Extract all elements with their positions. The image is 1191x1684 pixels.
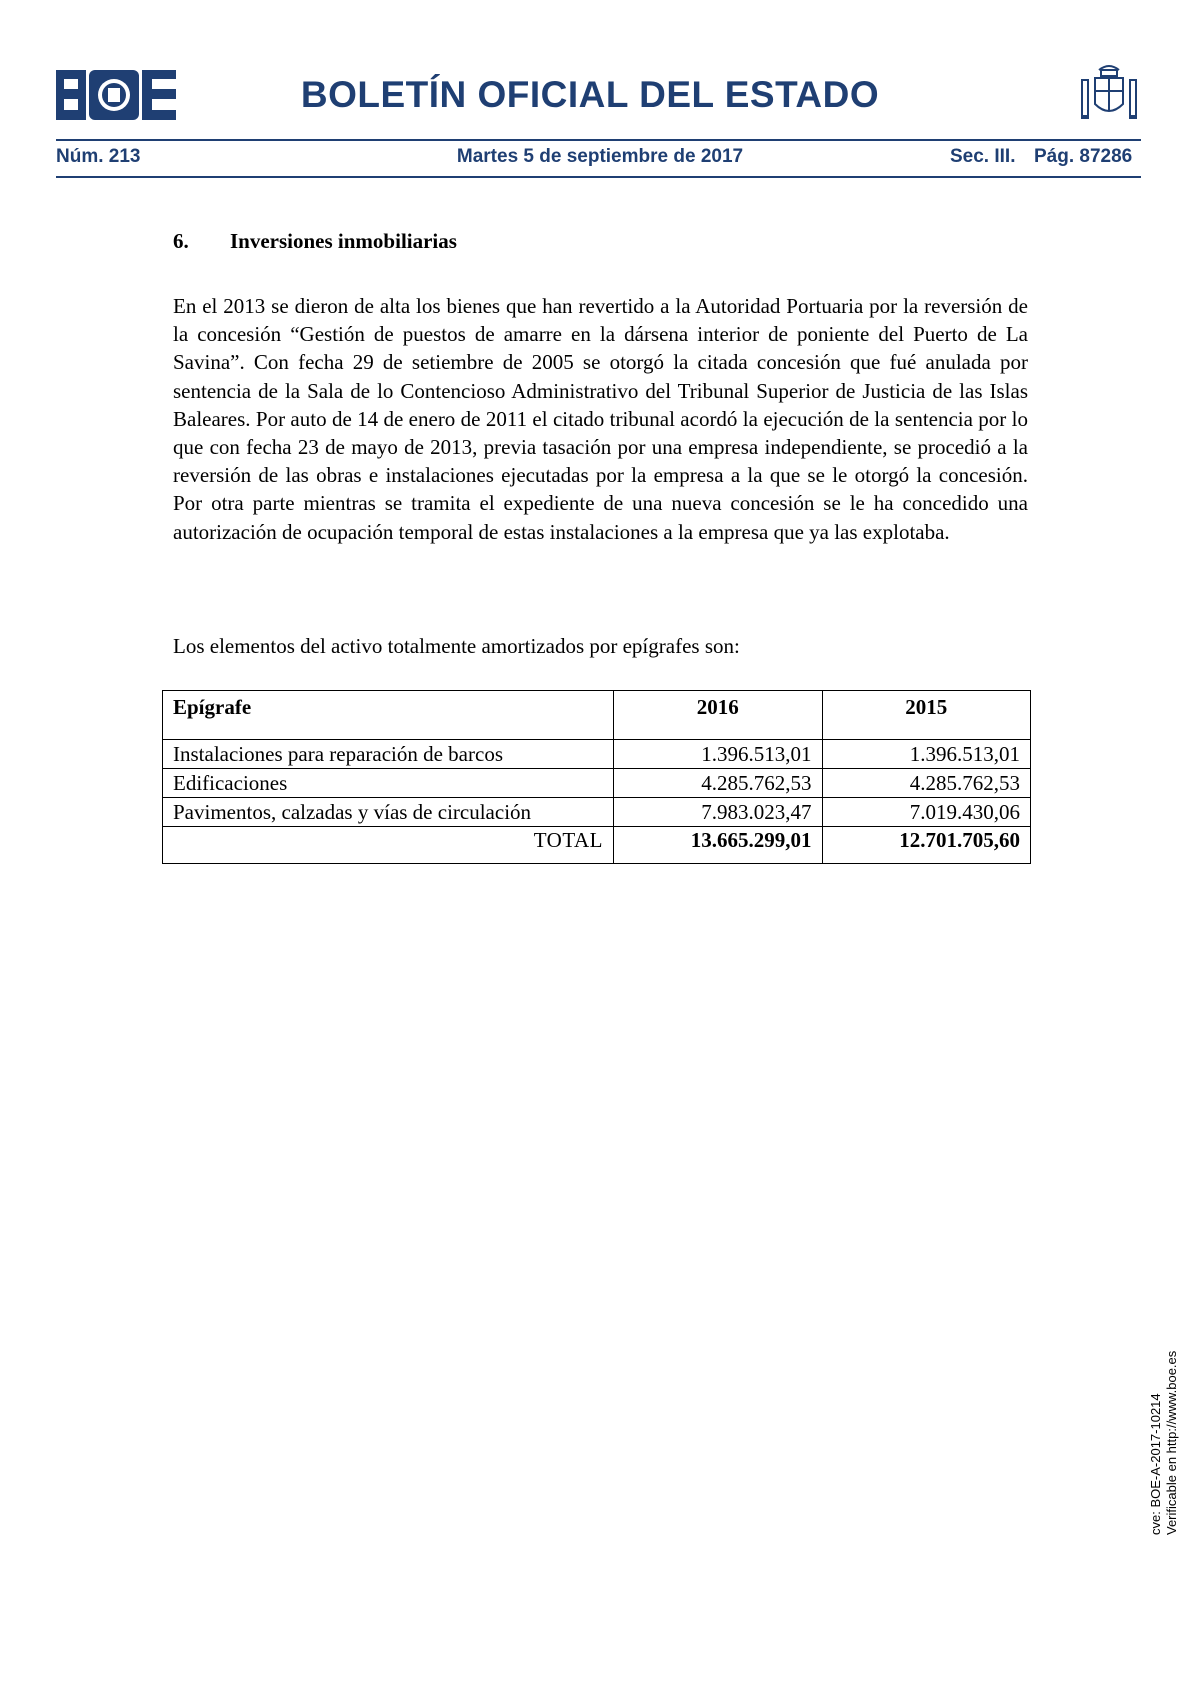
row-label: Edificaciones bbox=[163, 769, 614, 798]
row-label: Pavimentos, calzadas y vías de circulación bbox=[163, 798, 614, 827]
page-number: Pág. 87286 bbox=[1034, 146, 1133, 167]
total-2015: 12.701.705,60 bbox=[822, 827, 1031, 864]
value-2016: 4.285.762,53 bbox=[614, 769, 823, 798]
section-heading bbox=[173, 229, 457, 254]
table-intro: Los elementos del activo totalmente amortizados por epígrafes son: bbox=[173, 634, 740, 658]
coat-of-arms-icon bbox=[1077, 60, 1141, 128]
value-2015: 4.285.762,53 bbox=[822, 769, 1031, 798]
value-2015: 1.396.513,01 bbox=[822, 740, 1031, 769]
amortized-assets-table bbox=[162, 690, 1031, 864]
table-header-row bbox=[163, 691, 1031, 740]
verification-stamp bbox=[1148, 1351, 1180, 1535]
header-epigrafe: Epígrafe bbox=[163, 691, 614, 740]
table-total-row bbox=[163, 827, 1031, 864]
value-2016: 7.983.023,47 bbox=[614, 798, 823, 827]
total-2016: 13.665.299,01 bbox=[614, 827, 823, 864]
header-2015: 2015 bbox=[822, 691, 1031, 740]
table-row bbox=[163, 769, 1031, 798]
value-2016: 1.396.513,01 bbox=[614, 740, 823, 769]
table-row bbox=[163, 740, 1031, 769]
verification-url: Verificable en http://www.boe.es bbox=[1164, 1350, 1179, 1535]
header-rule-top bbox=[56, 139, 1141, 141]
row-label: Instalaciones para reparación de barcos bbox=[163, 740, 614, 769]
section-label: Sec. III. bbox=[950, 146, 1016, 167]
boe-logo bbox=[56, 70, 176, 120]
total-label: TOTAL bbox=[163, 827, 614, 864]
body-paragraph: En el 2013 se dieron de alta los bienes que han revertido a la Autoridad Portuaria por la reversión de la concesión “Gestión de puestos de amarre en la dársena interior de poniente del Puerto de La Savina”. Con fecha 29 de setiembre de 2005 se otorgó la citada concesión que fué anulada por sentencia de la Sala de lo Contencioso Administrativo del Tribunal Superior de Justicia de las Islas Baleares. Por auto de 14 de enero de 2011 el citado tribunal acordó la ejecución de la sentencia por lo que con fecha 23 de mayo de 2013, previa tasación por una empresa independiente, se procedió a la reversión de las obras e instalaciones ejecutadas por la empresa a la que se le otorgó la concesión. Por otra parte mientras se tramita el expediente de una nueva concesión se le ha concedido una autorización de ocupación temporal de estas instalaciones a la empresa que ya las explotaba. bbox=[173, 294, 1028, 544]
cve-code: cve: BOE-A-2017-10214 bbox=[1148, 1393, 1163, 1535]
section-title: Inversiones inmobiliarias bbox=[230, 229, 457, 253]
issue-date: Martes 5 de septiembre de 2017 bbox=[456, 146, 744, 167]
header-2016: 2016 bbox=[614, 691, 823, 740]
header-rule-bottom bbox=[56, 176, 1141, 178]
issue-number: Núm. 213 bbox=[56, 146, 141, 167]
bulletin-title: BOLETÍN OFICIAL DEL ESTADO bbox=[300, 74, 880, 115]
section-number: 6. bbox=[173, 229, 189, 253]
value-2015: 7.019.430,06 bbox=[822, 798, 1031, 827]
table-row bbox=[163, 798, 1031, 827]
